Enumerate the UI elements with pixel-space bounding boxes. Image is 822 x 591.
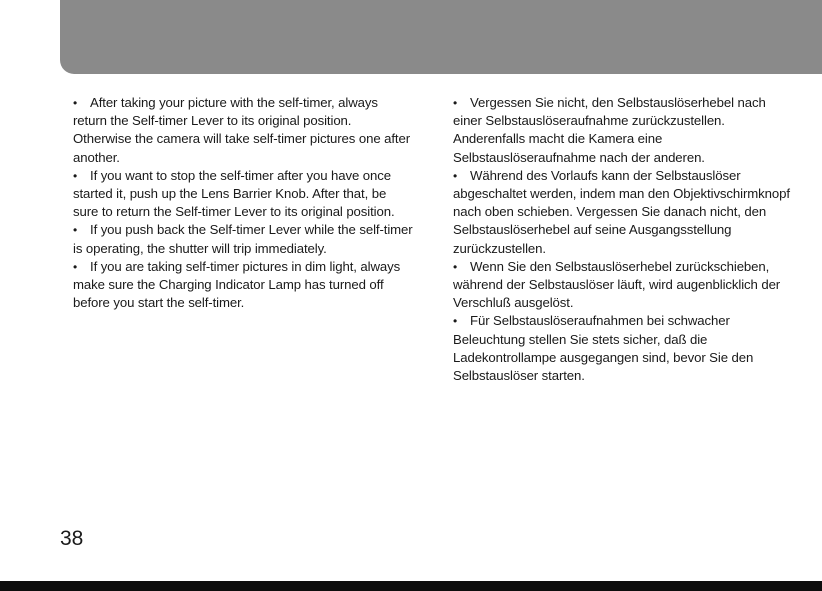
german-bullet-1-text: Vergessen Sie nicht, den Selbstauslöserhebel nach einer Selbstauslöseraufnahme zurückzustellen. Anderenfalls macht die Kamera eine Selbstauslöseraufnahme nach der anderen. <box>453 95 766 165</box>
german-bullet-2 <box>453 167 791 258</box>
bullet-icon: • <box>73 259 78 274</box>
german-bullet-3 <box>453 258 791 313</box>
english-column <box>73 94 413 312</box>
english-bullet-3 <box>73 221 413 257</box>
english-bullet-1-text: After taking your picture with the self-timer, always return the Self-timer Lever to its original position. Otherwise the camera will take self-timer pictures one after another. <box>73 95 411 165</box>
bottom-band <box>0 581 822 591</box>
german-bullet-1 <box>453 94 791 167</box>
german-bullet-3-text: Wenn Sie den Selbstauslöserhebel zurückschieben, während der Selbstauslöser läuft, wird augenblicklich der Verschluß ausgelöst. <box>453 258 781 311</box>
english-bullet-4-text: If you are taking self-timer pictures in dim light, always make sure the Charging Indicator Lamp has turned off before you start the self-timer. <box>73 258 401 311</box>
german-bullet-2-text: Während des Vorlaufs kann der Selbstauslöser abgeschaltet werden, indem man den Objektivschirmknopf nach oben schieben. Vergessen Sie danach nicht, den Selbstauslöserhebel auf seine Ausgangsstellung zurückzustellen. <box>453 167 790 256</box>
english-bullet-3-text: If you push back the Self-timer Lever while the self-timer is operating, the shutter will trip immediately. <box>73 222 413 256</box>
bullet-icon: • <box>453 96 458 110</box>
english-bullet-2-text: If you want to stop the self-timer after you have once started it, push up the Lens Barrier Knob. After that, be sure to return the Self-timer Lever to its original position. <box>73 167 395 220</box>
bullet-icon: • <box>73 223 78 238</box>
page-number: 38 <box>60 527 84 550</box>
english-bullet-2 <box>73 167 413 222</box>
bullet-icon: • <box>453 168 458 183</box>
bullet-icon: • <box>453 259 458 274</box>
bullet-icon: • <box>73 96 78 110</box>
german-bullet-4-text: Für Selbstauslöseraufnahmen bei schwacher Beleuchtung stellen Sie stets sicher, daß die Ladekontrollampe ausgegangen sind, bevor Sie den Selbstauslöser starten. <box>453 313 754 384</box>
header-band <box>60 0 822 74</box>
bullet-icon: • <box>453 314 458 329</box>
english-bullet-4 <box>73 258 413 313</box>
bullet-icon: • <box>73 168 78 183</box>
german-bullet-4 <box>453 312 791 385</box>
german-column <box>453 94 791 385</box>
english-bullet-1 <box>73 94 413 167</box>
